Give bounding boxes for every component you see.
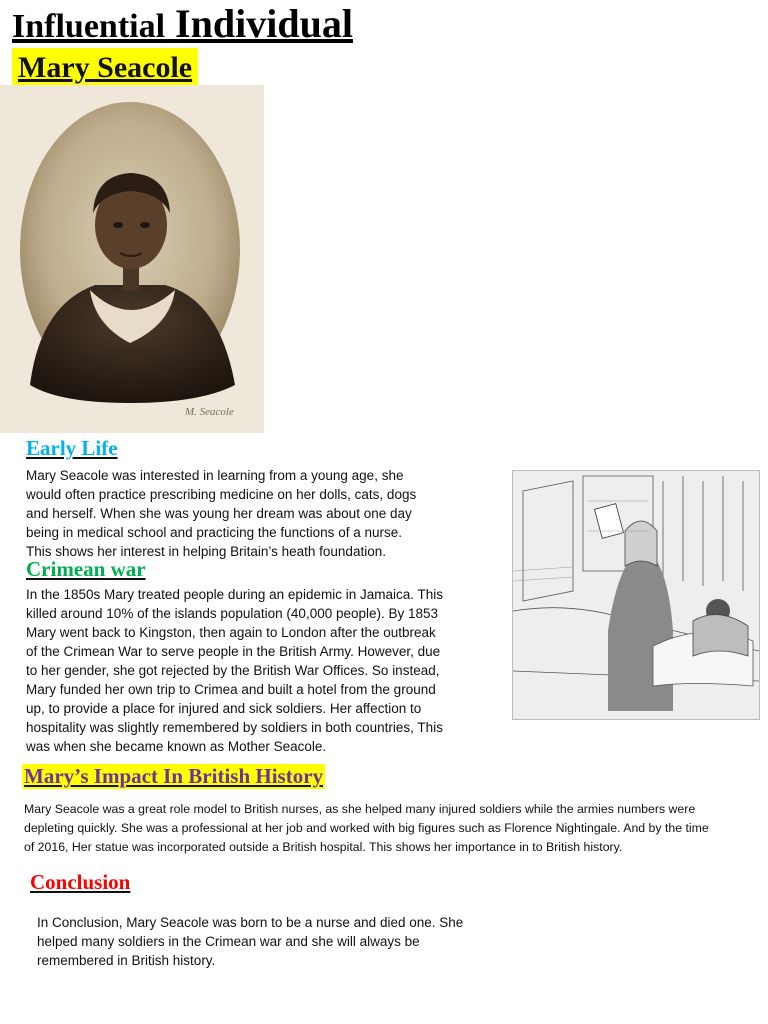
crimean-war-line: was when she became known as Mother Seacole. (26, 739, 327, 754)
impact-line: of 2016, Her statue was incorporated outside a British hospital. This shows her importance in to British history. (24, 840, 623, 854)
subtitle-highlight (12, 48, 198, 88)
impact-paragraph (24, 800, 764, 857)
conclusion-heading (30, 870, 130, 895)
crimean-war-line: Mary funded her own trip to Crimea and built a hotel from the ground (26, 682, 436, 697)
portrait-photo (0, 85, 264, 433)
impact-line: Mary Seacole was a great role model to British nurses, as she helped many injured soldiers while the armies numbers were (24, 802, 696, 816)
title-part-2: Individual (175, 1, 353, 46)
crimean-war-line: killed around 10% of the islands population (40,000 people). By 1853 (26, 606, 439, 621)
title-part-1: Influential (12, 8, 166, 45)
early-life-paragraph (26, 466, 506, 561)
portrait-signature (184, 406, 234, 418)
page-title (12, 0, 353, 51)
subtitle-text: Mary Seacole (18, 51, 193, 84)
crimean-war-heading-text: Crimean war (26, 557, 146, 581)
crimean-war-line: to her gender, she got rejected by the British War Offices. So instead, (26, 663, 440, 678)
crimean-war-line: Mary went back to Kingston, then again to London after the outbreak (26, 625, 436, 640)
crimean-war-line: up, to provide a place for injured and sick soldiers. Her affection to (26, 701, 422, 716)
impact-heading (22, 764, 325, 789)
early-life-line: Mary Seacole was interested in learning from a young age, she (26, 468, 404, 483)
early-life-line: would often practice prescribing medicine on her dolls, cats, dogs (26, 487, 417, 502)
conclusion-line: In Conclusion, Mary Seacole was born to be a nurse and died one. She (37, 915, 464, 930)
crimean-war-line: of the Crimean War to serve people in the British Army. However, due (26, 644, 441, 659)
hospital-sketch-illustration (512, 470, 760, 720)
early-life-heading-text: Early Life (26, 436, 118, 460)
early-life-line: being in medical school and practicing the functions of a nurse. (26, 525, 402, 540)
impact-line: depleting quickly. She was a professional at her job and worked with big figures such as Florence Nightingale. And by the time (24, 821, 709, 835)
crimean-war-line: In the 1850s Mary treated people during an epidemic in Jamaica. This (26, 587, 443, 602)
crimean-war-paragraph (26, 585, 506, 756)
early-life-line: and herself. When she was young her dream was about one day (26, 506, 412, 521)
crimean-war-line: hospitality was slightly remembered by soldiers in both countries, This (26, 720, 443, 735)
svg-text:M. Seacole: M. Seacole (185, 406, 234, 418)
conclusion-line: remembered in British history. (37, 953, 216, 968)
conclusion-paragraph (37, 913, 517, 970)
early-life-line: This shows her interest in helping Britain’s heath foundation. (26, 544, 386, 559)
impact-heading-text: Mary’s Impact In British History (24, 764, 324, 788)
early-life-heading (26, 436, 118, 461)
conclusion-line: helped many soldiers in the Crimean war and she will always be (37, 934, 420, 949)
crimean-war-heading (26, 557, 146, 582)
conclusion-heading-text: Conclusion (30, 870, 131, 894)
